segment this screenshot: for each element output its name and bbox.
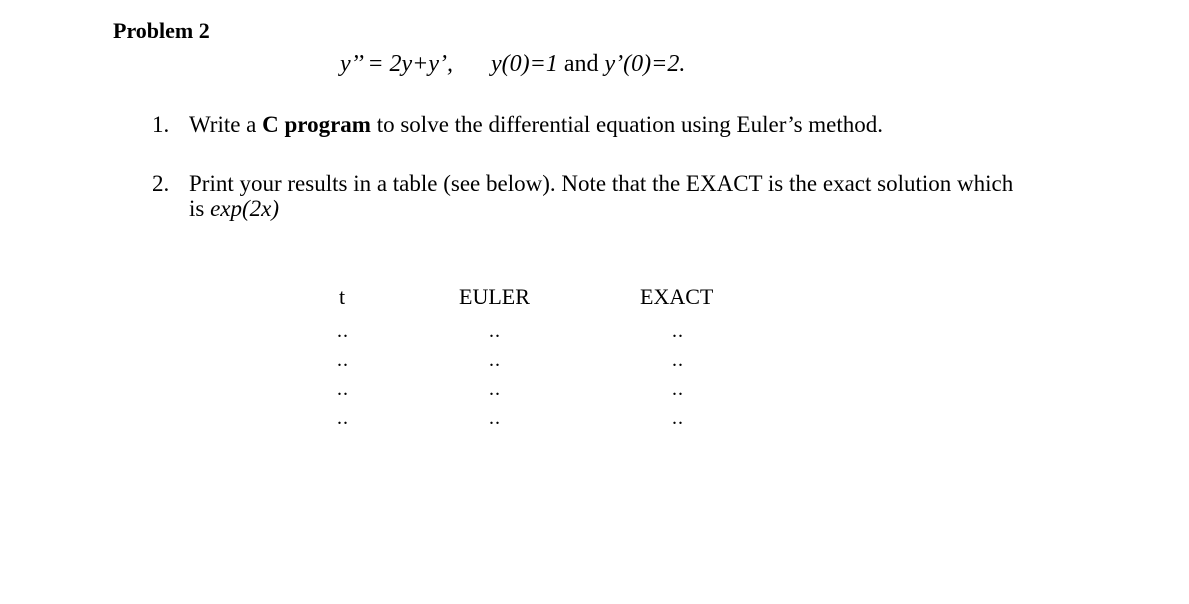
table-cell-placeholder: .. bbox=[489, 320, 501, 342]
table-header-exact: EXACT bbox=[640, 284, 714, 309]
table-cell-placeholder: .. bbox=[337, 378, 349, 400]
task-bold-text: C program bbox=[262, 112, 371, 137]
task-text-before: Write a bbox=[189, 112, 263, 137]
task-number: 2. bbox=[152, 171, 170, 196]
and-word: and bbox=[557, 51, 605, 77]
task-text bbox=[189, 111, 883, 138]
table-cell-placeholder: .. bbox=[672, 378, 684, 400]
task-line-1: Print your results in a table (see below). Note that the EXACT is the exact solution which bbox=[189, 171, 1014, 196]
table-header-t: t bbox=[339, 284, 346, 309]
table-cell-placeholder: .. bbox=[489, 378, 501, 400]
ode-expression: y’’ = 2y+y’, bbox=[340, 51, 454, 77]
task-number: 1. bbox=[152, 112, 170, 137]
table-cell-placeholder: .. bbox=[489, 349, 501, 371]
table-header-euler: EULER bbox=[459, 284, 530, 309]
task-line-2-prefix: is bbox=[189, 196, 211, 221]
problem-title: Problem 2 bbox=[113, 18, 210, 43]
table-cell-placeholder: .. bbox=[672, 407, 684, 429]
differential-equation bbox=[340, 48, 685, 80]
table-cell-placeholder: .. bbox=[337, 349, 349, 371]
initial-condition-dy: y’(0)=2. bbox=[604, 51, 686, 77]
table-cell-placeholder: .. bbox=[672, 320, 684, 342]
table-cell-placeholder: .. bbox=[672, 349, 684, 371]
task-line-2 bbox=[189, 195, 1013, 222]
table-cell-placeholder: .. bbox=[337, 320, 349, 342]
table-cell-placeholder: .. bbox=[337, 407, 349, 429]
initial-condition-y: y(0)=1 bbox=[491, 51, 558, 77]
table-cell-placeholder: .. bbox=[489, 407, 501, 429]
task-text-after: to solve the differential equation using Euler’s method. bbox=[370, 112, 884, 137]
task-text bbox=[189, 170, 1013, 222]
exact-solution-formula: exp(2x) bbox=[210, 196, 280, 221]
